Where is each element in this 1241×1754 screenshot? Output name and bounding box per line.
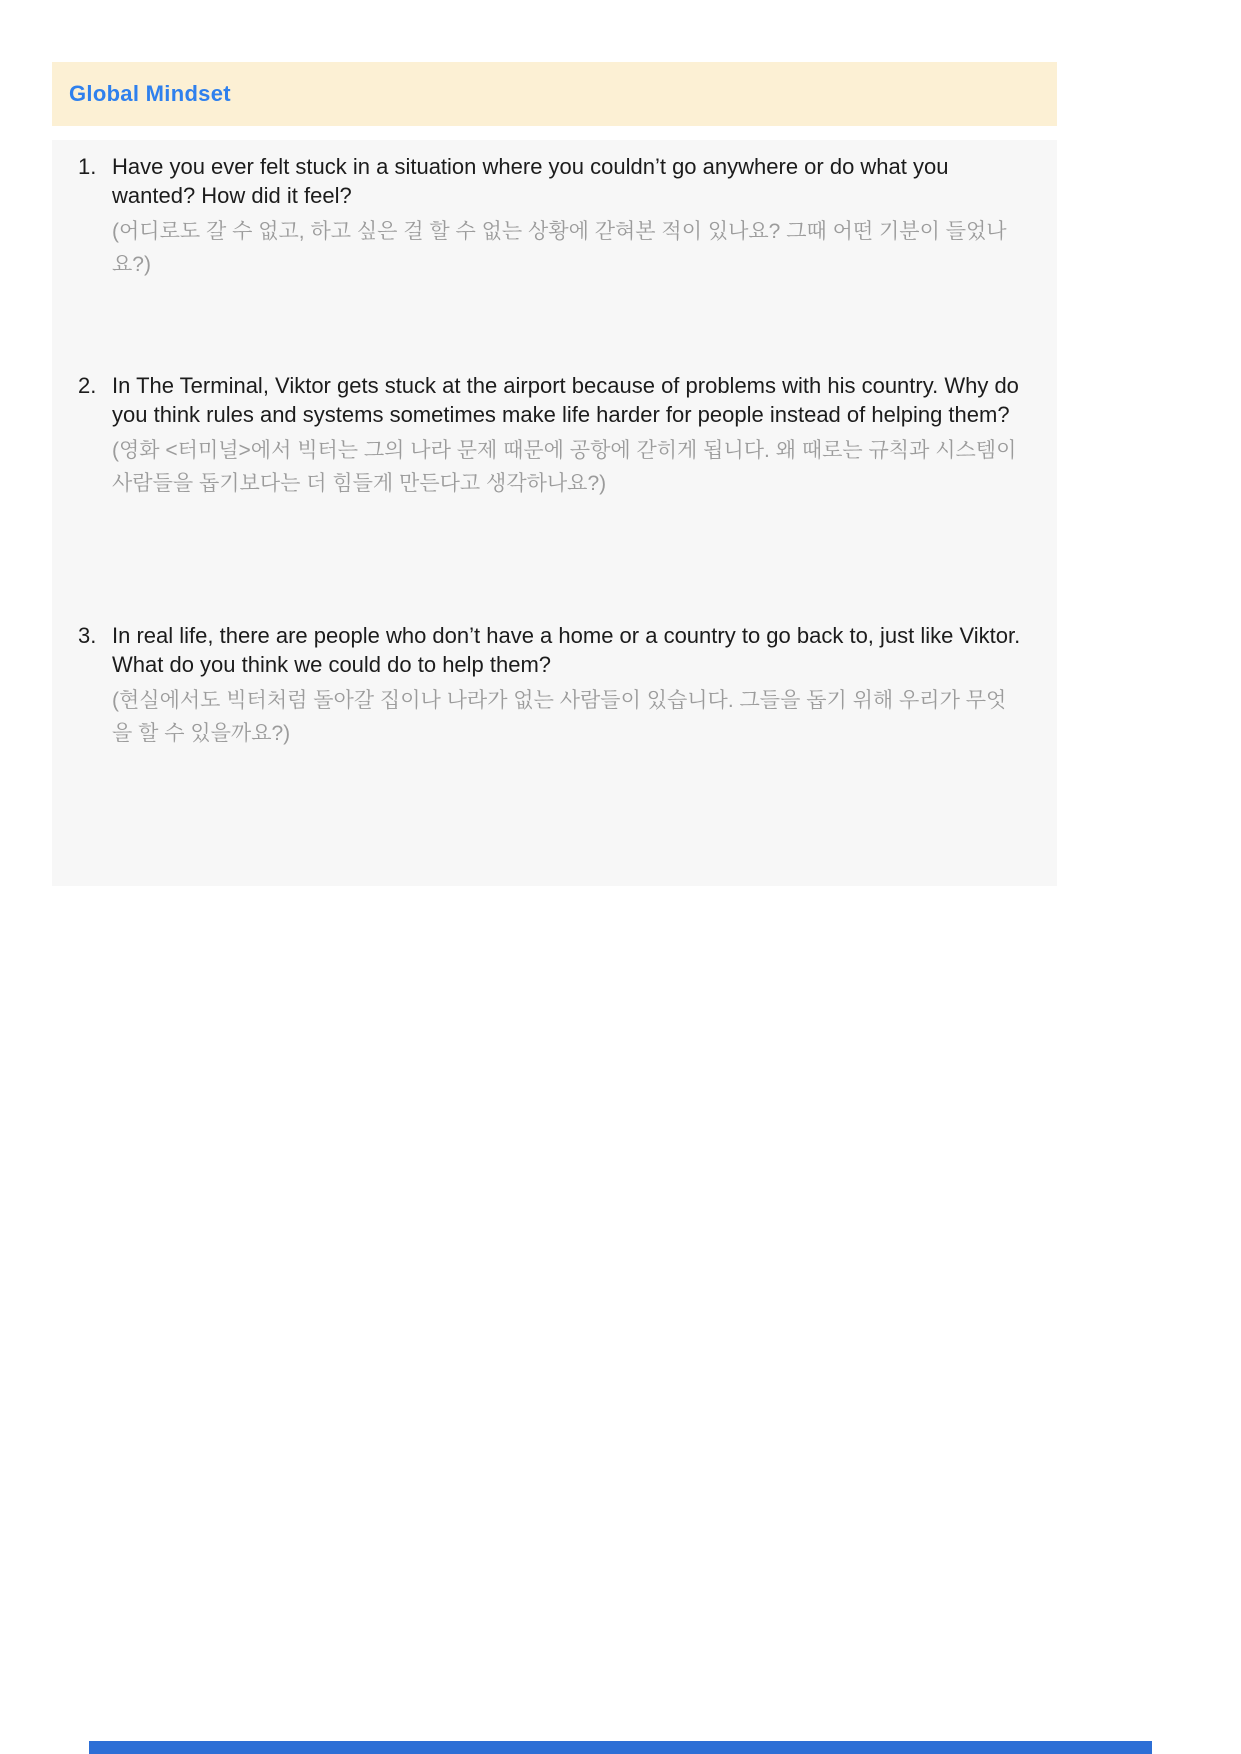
question-text-korean: (어디로도 갈 수 없고, 하고 싶은 걸 할 수 없는 상황에 갇혀본 적이 있나요? 그때 어떤 기분이 들었나요?) [112, 220, 1007, 276]
question-text-english: In real life, there are people who don’t have a home or a country to go back to, just like Viktor. What do you think we could do to help them? [112, 623, 1021, 677]
question-item-3 [78, 621, 1024, 750]
question-text-english: Have you ever felt stuck in a situation where you couldn’t go anywhere or do what you wanted? How did it feel? [112, 154, 949, 208]
section-title: Global Mindset [69, 81, 231, 106]
question-body [112, 621, 1024, 750]
question-text-english: In The Terminal, Viktor gets stuck at the airport because of problems with his country. Why do you think rules and systems sometimes make life harder for people instead of helping them? [112, 373, 1019, 427]
questions-panel [52, 140, 1057, 886]
question-text-korean: (현실에서도 빅터처럼 돌아갈 집이나 나라가 없는 사람들이 있습니다. 그들을 돕기 위해 우리가 무엇을 할 수 있을까요?) [112, 689, 1007, 745]
question-number: 2. [78, 373, 97, 398]
next-section-header-bar [89, 1741, 1152, 1754]
question-body [112, 152, 1024, 281]
question-number: 1. [78, 154, 97, 179]
section-header-band [52, 62, 1057, 126]
question-body [112, 371, 1024, 500]
question-item-2 [78, 371, 1024, 500]
question-number: 3. [78, 623, 97, 648]
question-text-korean: (영화 <터미널>에서 빅터는 그의 나라 문제 때문에 공항에 갇히게 됩니다. 왜 때로는 규칙과 시스템이 사람들을 돕기보다는 더 힘들게 만든다고 생각하나요?) [112, 439, 1017, 495]
question-item-1 [78, 152, 1024, 281]
